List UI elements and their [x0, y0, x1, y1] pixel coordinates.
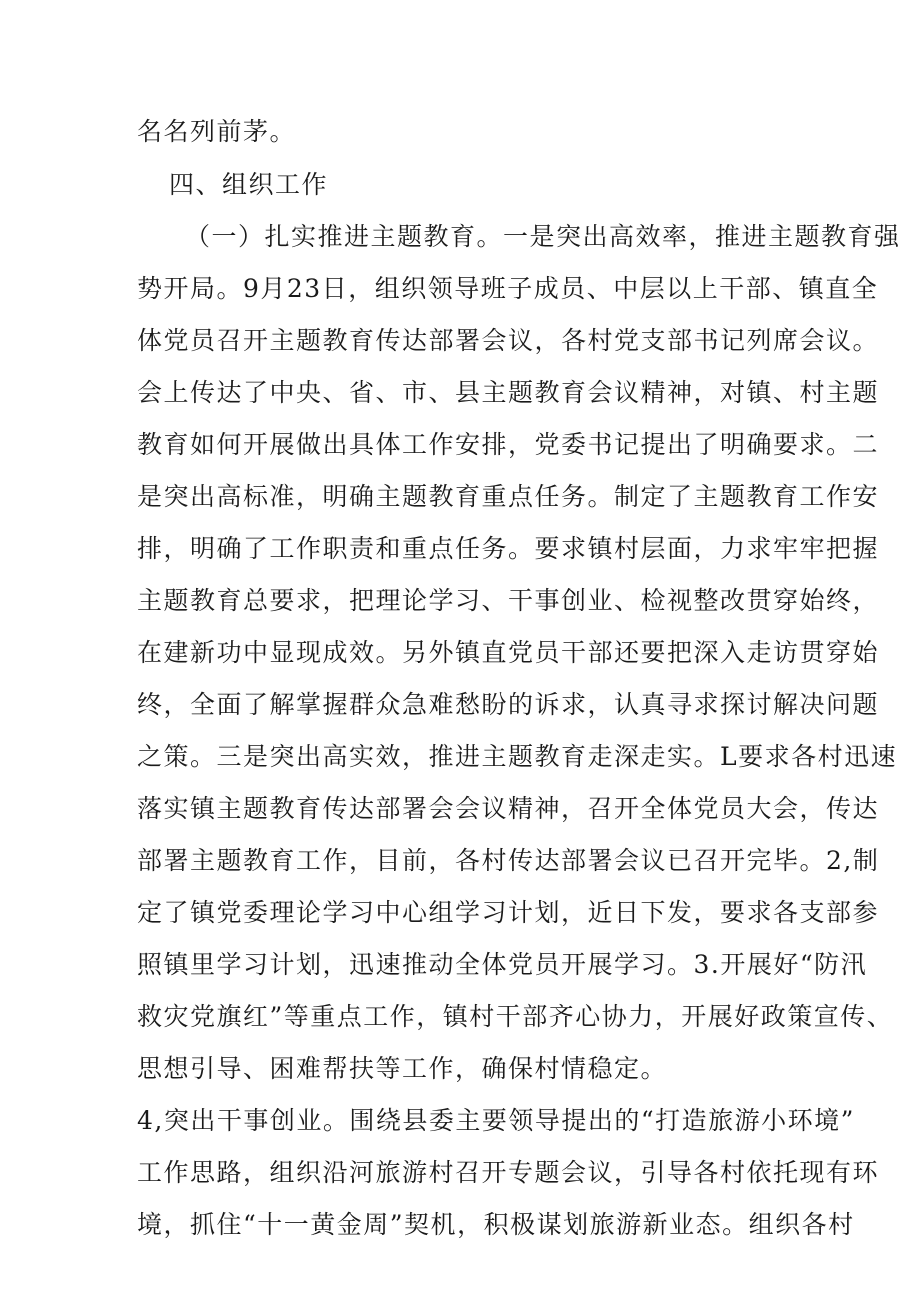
paragraph-line: 是突出高标准，明确主题教育重点任务。制定了主题教育工作安 [137, 482, 880, 511]
paragraph-line: 工作思路，组织沿河旅游村召开专题会议，引导各村依托现有环 [137, 1158, 880, 1187]
paragraph-line: 会上传达了中央、省、市、县主题教育会议精神，对镇、村主题 [137, 378, 880, 407]
paragraph-line: 主题教育总要求，把理论学习、干事创业、检视整改贯穿始终， [137, 586, 880, 615]
paragraph-line: 排，明确了工作职责和重点任务。要求镇村层面，力求牢牢把握 [137, 534, 880, 563]
paragraph-line: 体党员召开主题教育传达部署会议，各村党支部书记列席会议。 [137, 326, 880, 355]
paragraph-line: （一）扎实推进主题教育。一是突出高效率，推进主题教育强 [185, 222, 901, 251]
paragraph-line: 部署主题教育工作，目前，各村传达部署会议已召开完毕。2,制 [137, 846, 880, 875]
paragraph-line: 势开局。9月23日，组织领导班子成员、中层以上干部、镇直全 [137, 274, 879, 303]
text-line-continuation: 名名列前茅。 [137, 117, 297, 146]
paragraph-line: 定了镇党委理论学习中心组学习计划，近日下发，要求各支部参 [137, 898, 880, 927]
paragraph-line: 救灾党旗红”等重点工作，镇村干部齐心协力，开展好政策宣传、 [137, 1002, 894, 1031]
paragraph-line: 终，全面了解掌握群众急难愁盼的诉求，认真寻求探讨解决问题 [137, 690, 880, 719]
section-heading: 四、组织工作 [169, 170, 329, 199]
paragraph-line: 照镇里学习计划，迅速推动全体党员开展学习。3.开展好“防汛 [137, 950, 868, 979]
paragraph-line: 境，抓住“十一黄金周”契机，积极谋划旅游新业态。组织各村 [137, 1210, 855, 1239]
paragraph-line: 在建新功中显现成效。另外镇直党员干部还要把深入走访贯穿始 [137, 638, 880, 667]
paragraph-line: 4,突出干事创业。围绕县委主要领导提出的“打造旅游小环境” [137, 1106, 855, 1135]
paragraph-line: 落实镇主题教育传达部署会会议精神，召开全体党员大会，传达 [137, 794, 880, 823]
paragraph-line: 之策。三是突出高实效，推进主题教育走深走实。L要求各村迅速 [137, 742, 898, 771]
paragraph-line: 思想引导、困难帮扶等工作，确保村情稳定。 [137, 1054, 668, 1083]
paragraph-line: 教育如何开展做出具体工作安排，党委书记提出了明确要求。二 [137, 430, 880, 459]
